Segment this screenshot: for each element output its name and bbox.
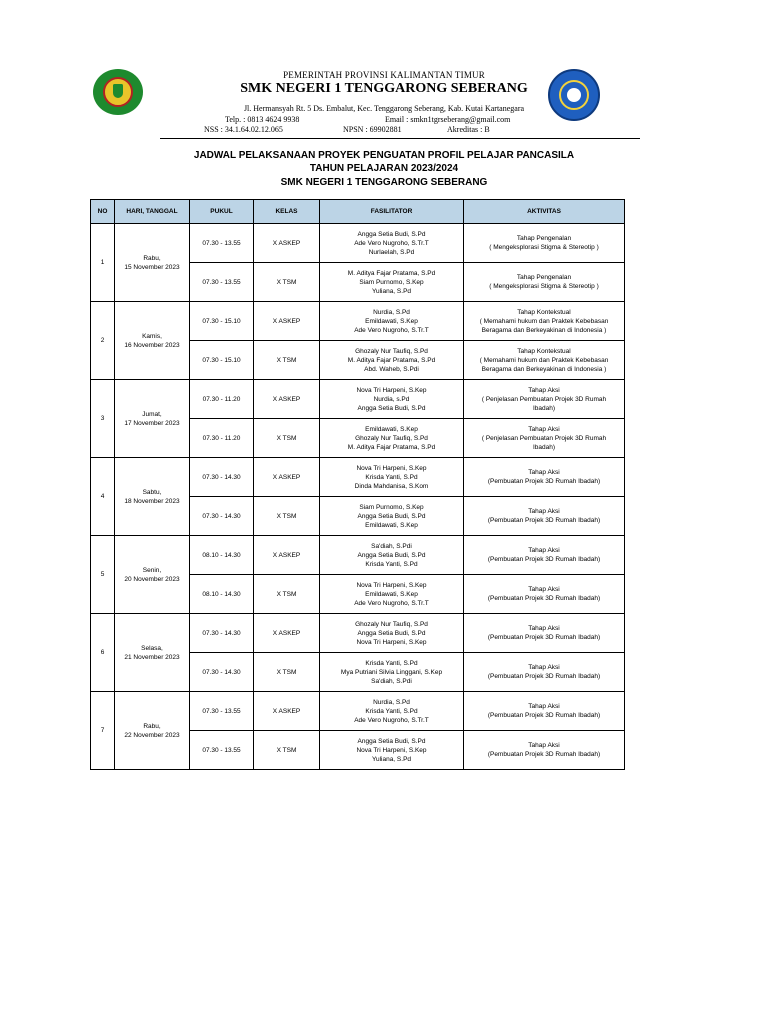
- session-facilitators: [320, 614, 464, 653]
- day-date-cell: [115, 380, 190, 458]
- cell-line: M. Aditya Fajar Pratama, S.Pd: [347, 269, 436, 277]
- session-activity: [464, 653, 625, 692]
- col-header-activity: AKTIVITAS: [464, 200, 625, 224]
- cell-line: Tahap Kontekstual: [517, 308, 571, 316]
- day-date-cell: [115, 302, 190, 380]
- day-date-cell: [115, 692, 190, 770]
- cell-line: ( Penjelasan Pembuatan Projek 3D Rumah: [481, 434, 607, 442]
- cell-line: Nova Tri Harpeni, S.Kep: [356, 746, 427, 754]
- cell-line: Nurdia, s.Pd: [373, 395, 410, 403]
- day-name: Senin,: [142, 566, 162, 574]
- session-class: X ASKEP: [254, 536, 320, 575]
- cell-line: Ade Vero Nugroho, S.Tr.T: [354, 716, 429, 724]
- session-facilitators: [320, 224, 464, 263]
- session-time: 07.30 - 14.30: [190, 614, 254, 653]
- cell-line: Krisda Yanti, S.Pd: [365, 707, 418, 715]
- day-number: 2: [91, 302, 115, 380]
- schedule-body: [91, 224, 625, 770]
- session-class: X TSM: [254, 731, 320, 770]
- cell-line: Ibadah): [532, 404, 556, 412]
- day-name: Selasa,: [141, 644, 163, 652]
- npsn-number: NPSN : 69902881: [343, 125, 402, 134]
- session-time: 08.10 - 14.30: [190, 536, 254, 575]
- cell-line: ( Mengeksplorasi Stigma & Stereotip ): [489, 283, 599, 290]
- session-activity: [464, 614, 625, 653]
- day-date-cell: [115, 536, 190, 614]
- session-facilitators: [320, 341, 464, 380]
- day-number: 7: [91, 692, 115, 770]
- session-activity: [464, 536, 625, 575]
- session-facilitators: [320, 731, 464, 770]
- session-time: 08.10 - 14.30: [190, 575, 254, 614]
- cell-line: Yuliana, S.Pd: [371, 287, 412, 295]
- session-facilitators: [320, 458, 464, 497]
- document-title: JADWAL PELAKSANAAN PROYEK PENGUATAN PROFIL PELAJAR PANCASILA: [193, 150, 575, 161]
- session-activity: [464, 224, 625, 263]
- government-name: PEMERINTAH PROVINSI KALIMANTAN TIMUR: [283, 70, 485, 80]
- day-date: 21 November 2023: [124, 653, 180, 661]
- cell-line: Mya Putriani Silvia Linggani, S.Kep: [340, 668, 443, 676]
- session-class: X ASKEP: [254, 692, 320, 731]
- cell-line: Beragama dan Berkeyakinan di Indonesia ): [481, 365, 607, 373]
- email-address: Email : smkn1tgrseberang@gmail.com: [385, 115, 511, 124]
- table-row: [91, 302, 625, 341]
- cell-line: Tahap Aksi: [528, 425, 560, 433]
- cell-line: Tahap Aksi: [528, 664, 560, 671]
- session-class: X TSM: [254, 497, 320, 536]
- session-time: 07.30 - 13.55: [190, 263, 254, 302]
- session-class: X ASKEP: [254, 380, 320, 419]
- table-row: [91, 380, 625, 419]
- session-activity: [464, 419, 625, 458]
- cell-line: Tahap Pengenalan: [516, 235, 572, 242]
- cell-line: Tahap Aksi: [528, 386, 560, 394]
- cell-line: Nova Tri Harpeni, S.Kep: [356, 638, 427, 646]
- day-date: 17 November 2023: [124, 419, 180, 427]
- cell-line: Abd. Waheb, S.Pdi: [364, 365, 419, 373]
- session-time: 07.30 - 11.20: [190, 380, 254, 419]
- session-facilitators: [320, 380, 464, 419]
- day-number: 5: [91, 536, 115, 614]
- cell-line: Nurlaelah, S.Pd: [368, 248, 415, 256]
- cell-line: Yuliana, S.Pd: [371, 755, 412, 763]
- phone-number: Telp. : 0813 4624 9938: [225, 115, 300, 124]
- day-date-cell: [115, 614, 190, 692]
- session-activity: [464, 302, 625, 341]
- session-facilitators: [320, 575, 464, 614]
- cell-line: ( Memahami hukum dan Praktek Kebebasan: [479, 356, 609, 364]
- cell-line: Angga Setia Budi, S.Pd: [357, 737, 426, 745]
- cell-line: (Pembuatan Projek 3D Rumah Ibadah): [487, 478, 601, 485]
- day-name: Kamis,: [142, 332, 162, 340]
- day-date: 15 November 2023: [124, 263, 180, 271]
- day-number: 3: [91, 380, 115, 458]
- session-activity: [464, 263, 625, 302]
- cell-line: Angga Setia Budi, S.Pd: [357, 230, 426, 238]
- letterhead: [0, 0, 768, 140]
- cell-line: Nurdia, S.Pd: [373, 308, 410, 316]
- cell-line: Ghozaly Nur Taufiq, S.Pd: [355, 434, 428, 442]
- session-time: 07.30 - 11.20: [190, 419, 254, 458]
- letterhead-divider: [160, 138, 640, 139]
- nss-number: NSS : 34.1.64.02.12.065: [204, 125, 283, 134]
- session-time: 07.30 - 13.55: [190, 692, 254, 731]
- cell-line: (Pembuatan Projek 3D Rumah Ibadah): [487, 556, 601, 563]
- session-facilitators: [320, 536, 464, 575]
- cell-line: Angga Setia Budi, S.Pd: [357, 551, 426, 559]
- table-row: [91, 536, 625, 575]
- day-name: Rabu,: [143, 254, 161, 262]
- session-activity: [464, 341, 625, 380]
- day-name: Jumat,: [142, 410, 162, 418]
- cell-line: Tahap Aksi: [528, 586, 560, 593]
- cell-line: Ghozaly Nur Taufiq, S.Pd: [355, 347, 428, 355]
- cell-line: Tahap Aksi: [528, 469, 560, 476]
- cell-line: (Pembuatan Projek 3D Rumah Ibadah): [487, 595, 601, 602]
- cell-line: Krisda Yanti, S.Pd: [365, 473, 418, 481]
- schedule-table: [90, 199, 625, 770]
- cell-line: Nova Tri Harpeni, S.Kep: [356, 581, 427, 589]
- school-address: Jl. Hermansyah Rt. 5 Ds. Embalut, Kec. Tenggarong Seberang, Kab. Kutai Kartanegara: [243, 104, 525, 113]
- cell-line: Ade Vero Nugroho, S.Tr.T: [354, 326, 429, 334]
- cell-line: Emildawati, S.Kep: [365, 425, 418, 433]
- cell-line: (Pembuatan Projek 3D Rumah Ibadah): [487, 751, 601, 758]
- day-date: 22 November 2023: [124, 731, 180, 739]
- cell-line: Tahap Aksi: [528, 625, 560, 632]
- day-number: 4: [91, 458, 115, 536]
- session-activity: [464, 731, 625, 770]
- cell-line: Emildawati, S.Kep: [365, 521, 418, 529]
- session-facilitators: [320, 302, 464, 341]
- cell-line: M. Aditya Fajar Pratama, S.Pd: [347, 356, 436, 364]
- cell-line: Ade Vero Nugroho, S.Tr.T: [354, 239, 429, 247]
- cell-line: Beragama dan Berkeyakinan di Indonesia ): [481, 326, 607, 334]
- session-time: 07.30 - 15.10: [190, 302, 254, 341]
- cell-line: Ibadah): [532, 443, 556, 451]
- session-time: 07.30 - 13.55: [190, 224, 254, 263]
- cell-line: Tahap Kontekstual: [517, 347, 571, 355]
- academic-year: TAHUN PELAJARAN 2023/2024: [309, 163, 459, 174]
- cell-line: M. Aditya Fajar Pratama, S.Pd: [347, 443, 436, 451]
- day-date: 18 November 2023: [124, 497, 180, 505]
- session-class: X TSM: [254, 263, 320, 302]
- cell-line: ( Memahami hukum dan Praktek Kebebasan: [479, 317, 609, 325]
- col-header-time: PUKUL: [190, 200, 254, 224]
- cell-line: Sa'diah, S.Pdi: [371, 542, 412, 550]
- day-date-cell: [115, 458, 190, 536]
- cell-line: Siam Purnomo, S.Kep: [359, 503, 424, 511]
- cell-line: Krisda Yanti, S.Pd: [365, 659, 418, 667]
- cell-line: Tahap Aksi: [528, 547, 560, 554]
- cell-line: Tahap Aksi: [528, 508, 560, 515]
- session-activity: [464, 380, 625, 419]
- cell-line: Emildawati, S.Kep: [365, 317, 418, 325]
- session-activity: [464, 575, 625, 614]
- cell-line: Angga Setia Budi, S.Pd: [357, 512, 426, 520]
- session-facilitators: [320, 263, 464, 302]
- session-time: 07.30 - 14.30: [190, 497, 254, 536]
- session-facilitators: [320, 692, 464, 731]
- session-activity: [464, 692, 625, 731]
- session-activity: [464, 458, 625, 497]
- cell-line: Angga Setia Budi, S.Pd: [357, 629, 426, 637]
- cell-line: Nova Tri Harpeni, S.Kep: [356, 386, 427, 394]
- cell-line: (Pembuatan Projek 3D Rumah Ibadah): [487, 673, 601, 680]
- cell-line: ( Mengeksplorasi Stigma & Stereotip ): [489, 244, 599, 251]
- cell-line: Nurdia, S.Pd: [373, 698, 410, 706]
- session-time: 07.30 - 14.30: [190, 653, 254, 692]
- contact-line: [0, 115, 768, 125]
- session-time: 07.30 - 15.10: [190, 341, 254, 380]
- accreditation: Akreditas : B: [447, 125, 490, 134]
- session-facilitators: [320, 497, 464, 536]
- session-class: X ASKEP: [254, 302, 320, 341]
- cell-line: Tahap Pengenalan: [516, 274, 572, 281]
- col-header-no: NO: [91, 200, 115, 224]
- cell-line: (Pembuatan Projek 3D Rumah Ibadah): [487, 634, 601, 641]
- day-date: 16 November 2023: [124, 341, 180, 349]
- table-row: [91, 614, 625, 653]
- cell-line: Emildawati, S.Kep: [365, 590, 418, 598]
- table-header-row: [91, 200, 625, 224]
- day-name: Sabtu,: [142, 488, 162, 496]
- session-activity: [464, 497, 625, 536]
- day-date-cell: [115, 224, 190, 302]
- col-header-class: KELAS: [254, 200, 320, 224]
- day-name: Rabu,: [143, 722, 161, 730]
- col-header-day: HARI, TANGGAL: [115, 200, 190, 224]
- session-facilitators: [320, 653, 464, 692]
- session-facilitators: [320, 419, 464, 458]
- school-name: SMK NEGERI 1 TENGGARONG SEBERANG: [240, 81, 528, 96]
- session-class: X TSM: [254, 419, 320, 458]
- table-row: [91, 224, 625, 263]
- session-time: 07.30 - 14.30: [190, 458, 254, 497]
- cell-line: Tahap Aksi: [528, 703, 560, 710]
- session-class: X TSM: [254, 653, 320, 692]
- col-header-facilitator: FASILITATOR: [320, 200, 464, 224]
- session-class: X TSM: [254, 575, 320, 614]
- table-row: [91, 458, 625, 497]
- school-subtitle: SMK NEGERI 1 TENGGARONG SEBERANG: [280, 177, 488, 188]
- day-number: 6: [91, 614, 115, 692]
- session-class: X TSM: [254, 341, 320, 380]
- session-class: X ASKEP: [254, 614, 320, 653]
- cell-line: Dinda Mahdanisa, S.Kom: [354, 482, 429, 490]
- cell-line: Sa'diah, S.Pdi: [371, 677, 412, 685]
- cell-line: Ade Vero Nugroho, S.Tr.T: [354, 599, 429, 607]
- cell-line: (Pembuatan Projek 3D Rumah Ibadah): [487, 712, 601, 719]
- day-number: 1: [91, 224, 115, 302]
- cell-line: (Pembuatan Projek 3D Rumah Ibadah): [487, 517, 601, 524]
- session-class: X ASKEP: [254, 458, 320, 497]
- session-time: 07.30 - 13.55: [190, 731, 254, 770]
- day-date: 20 November 2023: [124, 575, 180, 583]
- cell-line: Krisda Yanti, S.Pd: [365, 560, 418, 568]
- cell-line: Nova Tri Harpeni, S.Kep: [356, 464, 427, 472]
- table-row: [91, 692, 625, 731]
- school-identifiers: [0, 125, 768, 135]
- cell-line: Ghozaly Nur Taufiq, S.Pd: [355, 620, 428, 628]
- cell-line: Tahap Aksi: [528, 742, 560, 749]
- session-class: X ASKEP: [254, 224, 320, 263]
- cell-line: ( Penjelasan Pembuatan Projek 3D Rumah: [481, 395, 607, 403]
- cell-line: Siam Purnomo, S.Kep: [359, 278, 424, 286]
- cell-line: Angga Setia Budi, S.Pd: [357, 404, 426, 412]
